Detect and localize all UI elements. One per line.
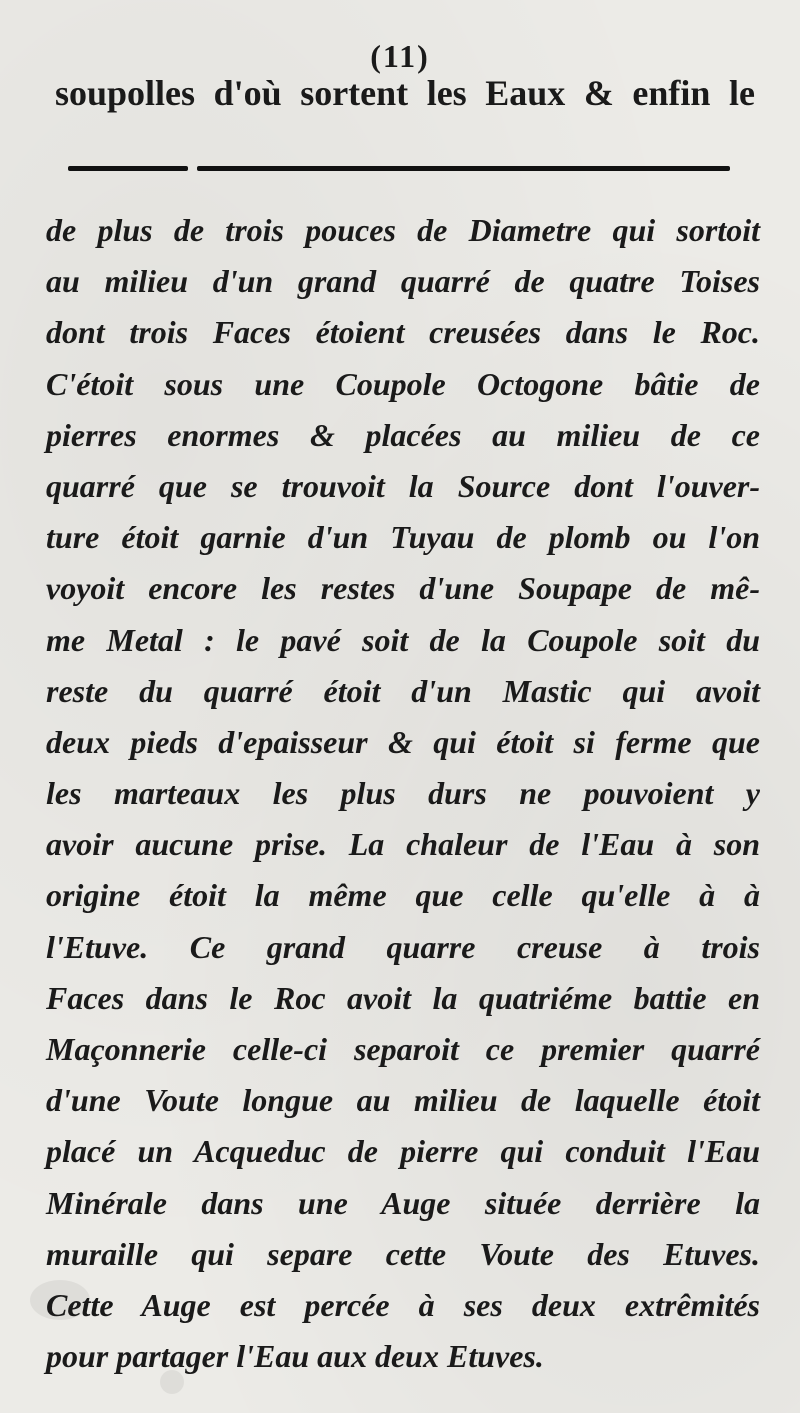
carry-over-word: d'où (213, 73, 282, 113)
carry-over-word: sortent (300, 73, 409, 113)
text-line: reste du quarré étoit d'un Mastic qui avoit (46, 672, 760, 709)
separator-rule-short (68, 166, 188, 171)
text-line: Cette Auge est percée à ses deux extrêmités (46, 1286, 760, 1323)
carry-over-word: Eaux (485, 73, 566, 113)
text-line: de plus de trois pouces de Diametre qui sortoit (46, 212, 760, 248)
carry-over-line (55, 72, 755, 114)
text-line: Faces dans le Roc avoit la quatriéme battie en (46, 979, 760, 1016)
text-line: origine étoit la même que celle qu'elle à à (46, 877, 760, 914)
text-line: ture étoit garnie d'un Tuyau de plomb ou l'on (46, 519, 760, 556)
carry-over-word: le (728, 73, 755, 113)
text-line: dont trois Faces étoient creusées dans le Roc. (46, 314, 760, 351)
page-number: (11) (370, 38, 430, 74)
text-line: placé un Acqueduc de pierre qui conduit l'Eau (46, 1133, 760, 1170)
text-line: les marteaux les plus durs ne pouvoient y (46, 775, 760, 812)
text-line: Maçonnerie celle-ci separoit ce premier quarré (46, 1031, 760, 1067)
text-line: muraille qui separe cette Voute des Etuves. (46, 1235, 760, 1272)
carry-over-word: les (426, 73, 467, 113)
carry-over-word: & (583, 73, 614, 113)
text-line: deux pieds d'epaisseur & qui étoit si ferme que (46, 723, 760, 760)
text-line: voyoit encore les restes d'une Soupape de mê- (46, 570, 760, 607)
carry-over-word: enfin (632, 73, 711, 113)
text-line: Minérale dans une Auge située derrière la (46, 1184, 760, 1221)
carry-over-word: soupolles (55, 73, 196, 113)
separator-rule-long (197, 166, 730, 171)
text-line: C'étoit sous une Coupole Octogone bâtie de (46, 365, 760, 402)
text-line: pierres enormes & placées au milieu de ce (46, 416, 760, 453)
text-line: avoir aucune prise. La chaleur de l'Eau à son (46, 826, 760, 863)
text-line: pour partager l'Eau aux deux Etuves. (46, 1338, 544, 1375)
text-line: quarré que se trouvoit la Source dont l'ouver- (46, 467, 760, 504)
body-paragraph (46, 205, 760, 1382)
text-line: au milieu d'un grand quarré de quatre Toises (46, 263, 760, 300)
text-line: me Metal : le pavé soit de la Coupole soit du (46, 621, 760, 658)
text-line: l'Etuve. Ce grand quarre creuse à trois (46, 928, 760, 965)
text-line: d'une Voute longue au milieu de laquelle étoit (46, 1082, 760, 1119)
